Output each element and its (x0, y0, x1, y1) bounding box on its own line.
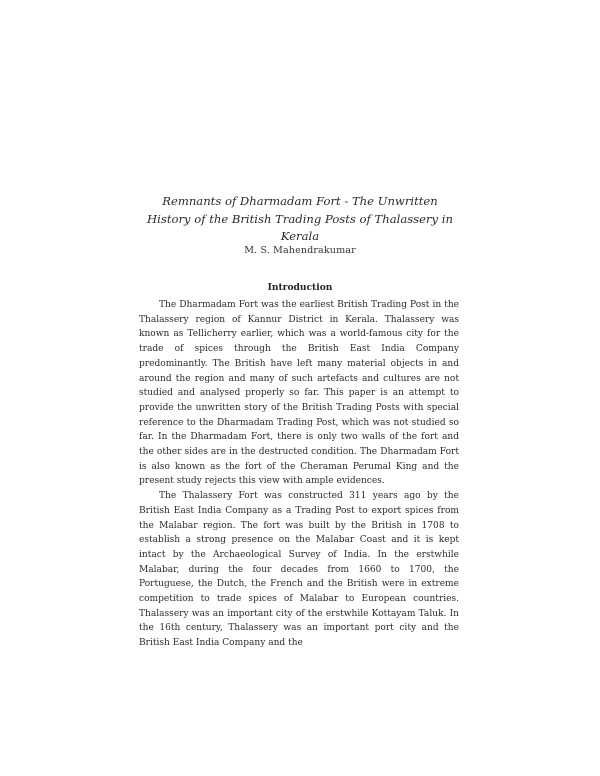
article-body (139, 298, 459, 651)
author-name: M. S. Mahendrakumar (244, 245, 356, 256)
paragraph: The Dharmadam Fort was the earliest British Trading Post in the Thalassery region of Kannur District in Kerala. Thalassery was known as Tellicherry earlier, which was a world-famous city for the trade of spices through the British East India Company predominantly. The British have left many material objects in and around the region and many of such artefacts and cultures are not studied and analysed properly so far. This paper is an attempt to provide the unwritten story of the British Trading Posts with special reference to the Dharmadam Trading Post, which was not studied so far. In the Dharmadam Fort, there is only two walls of the fort and the other sides are in the destructed condition. The Dharmadam Fort is also known as the fort of the Cheraman Perumal King and the present study rejects this view with ample evidences. (139, 300, 459, 487)
section-heading: Introduction (267, 282, 333, 293)
paragraph: The Thalassery Fort was constructed 311 years ago by the British East India Company as a Trading Post to export spices from the Malabar region. The fort was built by the British in 1708 to establish a strong presence on the Malabar Coast and it is kept intact by the Archaeological Survey of India. In the erstwhile Malabar, during the four decades from 1660 to 1700, the Portuguese, the Dutch, the French and the British were in extreme competition to trade spices of Malabar to European countries. Thalassery was an important city of the erstwhile Kottayam Taluk. In the 16th century, Thalassery was an important port city and the British East India Company and the (139, 491, 459, 649)
article-title: Remnants of Dharmadam Fort - The Unwritten History of the British Trading Posts of Thalassery in Kerala (147, 194, 453, 243)
